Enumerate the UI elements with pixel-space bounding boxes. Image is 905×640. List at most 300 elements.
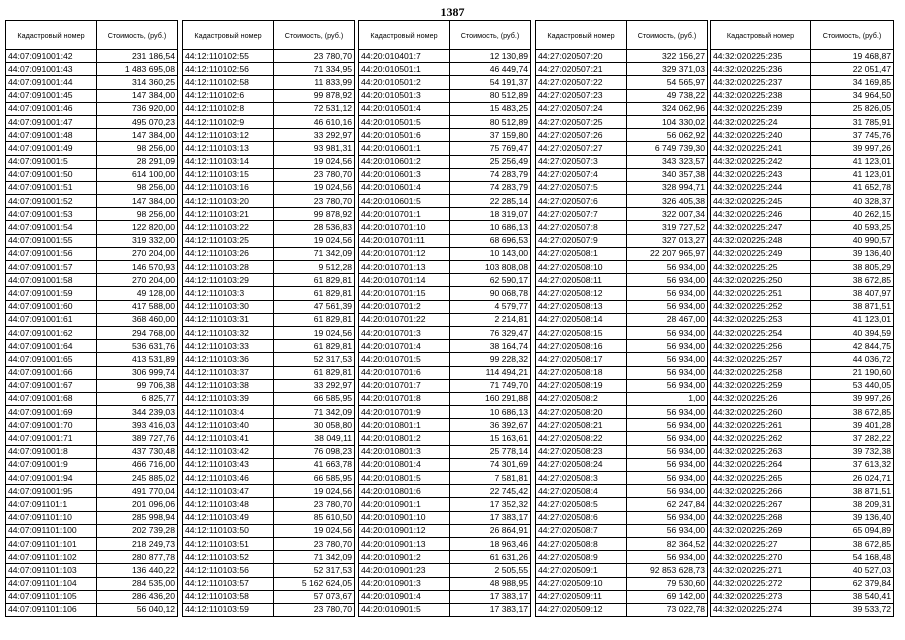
header-cadastral-number: Кадастровый номер (183, 21, 274, 50)
cadastral-number-cell: 44:27:020508:15 (536, 326, 627, 339)
cadastral-number-cell: 44:12:110103:39 (183, 392, 274, 405)
cadastral-number-cell: 44:07:091001:53 (6, 208, 97, 221)
table-row (6, 76, 178, 89)
cost-cell: 389 727,76 (97, 432, 178, 445)
cost-cell: 326 405,38 (627, 195, 708, 208)
cadastral-number-cell: 44:32:020225:25 (711, 261, 811, 274)
cost-cell: 56 934,00 (627, 472, 708, 485)
cadastral-number-cell: 44:07:091001:60 (6, 300, 97, 313)
cadastral-number-cell: 44:12:110103:59 (183, 603, 274, 616)
cadastral-number-cell: 44:12:110103:4 (183, 406, 274, 419)
table-row (6, 261, 178, 274)
table-row (536, 313, 708, 326)
cadastral-number-cell: 44:20:010801:5 (359, 472, 450, 485)
cadastral-number-cell: 44:20:010701:6 (359, 366, 450, 379)
table-row (183, 63, 355, 76)
table-row (536, 300, 708, 313)
cadastral-number-cell: 44:20:010901:10 (359, 511, 450, 524)
cadastral-number-cell: 44:20:010901:1 (359, 498, 450, 511)
cost-cell: 368 460,00 (97, 313, 178, 326)
table-row (359, 195, 531, 208)
cost-cell: 31 785,91 (811, 115, 894, 128)
table-row (536, 472, 708, 485)
cadastral-number-cell: 44:12:110103:52 (183, 551, 274, 564)
table-row (183, 340, 355, 353)
table-header-row (711, 21, 894, 50)
cost-cell: 49 128,00 (97, 287, 178, 300)
table-row (536, 102, 708, 115)
cadastral-number-cell: 44:12:110103:33 (183, 340, 274, 353)
cadastral-number-cell: 44:20:010701:12 (359, 247, 450, 260)
cost-cell: 324 062,96 (627, 102, 708, 115)
table-row (6, 603, 178, 616)
table-row (183, 195, 355, 208)
cost-cell: 5 162 624,05 (274, 577, 355, 590)
table-row (6, 445, 178, 458)
table-row (183, 181, 355, 194)
cost-cell: 122 820,00 (97, 221, 178, 234)
cost-cell: 147 384,00 (97, 129, 178, 142)
cost-cell: 26 024,71 (811, 472, 894, 485)
table-row (6, 274, 178, 287)
table-row (183, 551, 355, 564)
cadastral-number-cell: 44:12:110103:41 (183, 432, 274, 445)
cadastral-number-cell: 44:20:010501:5 (359, 115, 450, 128)
table-row (183, 485, 355, 498)
table-row (359, 577, 531, 590)
cost-cell: 44 036,72 (811, 353, 894, 366)
table-row (359, 537, 531, 550)
cadastral-number-cell: 44:32:020225:253 (711, 313, 811, 326)
cost-cell: 103 808,08 (450, 261, 531, 274)
table-row (711, 537, 894, 550)
cadastral-number-cell: 44:27:020508:21 (536, 419, 627, 432)
cadastral-number-cell: 44:07:091001:67 (6, 379, 97, 392)
table-row (6, 221, 178, 234)
cost-cell: 319 727,52 (627, 221, 708, 234)
cost-cell: 22 051,47 (811, 63, 894, 76)
cadastral-number-cell: 44:32:020225:240 (711, 129, 811, 142)
cost-cell: 53 440,05 (811, 379, 894, 392)
cost-cell: 39 136,40 (811, 511, 894, 524)
cadastral-number-cell: 44:27:020508:8 (536, 537, 627, 550)
table-row (183, 379, 355, 392)
cost-cell: 65 094,89 (811, 524, 894, 537)
table-row (183, 458, 355, 471)
cost-cell: 322 156,27 (627, 50, 708, 63)
cost-cell: 18 963,46 (450, 537, 531, 550)
table-row (359, 511, 531, 524)
cost-cell: 231 186,54 (97, 50, 178, 63)
cost-cell: 38 049,11 (274, 432, 355, 445)
table-row (359, 524, 531, 537)
cost-cell: 25 826,05 (811, 102, 894, 115)
cost-cell: 56 934,00 (627, 445, 708, 458)
cost-cell: 76 098,23 (274, 445, 355, 458)
cost-cell: 41 123,01 (811, 168, 894, 181)
cost-cell: 72 531,12 (274, 102, 355, 115)
table-row (711, 551, 894, 564)
table-header-row (536, 21, 708, 50)
table-row (359, 326, 531, 339)
cadastral-number-cell: 44:20:010701:9 (359, 406, 450, 419)
table-row (359, 89, 531, 102)
cadastral-number-cell: 44:12:110103:14 (183, 155, 274, 168)
table-row (536, 432, 708, 445)
cost-cell: 52 317,53 (274, 353, 355, 366)
page-number: 1387 (440, 5, 465, 19)
table-row (183, 406, 355, 419)
cost-cell: 328 994,71 (627, 181, 708, 194)
cost-cell: 322 007,34 (627, 208, 708, 221)
table-row (6, 208, 178, 221)
table-row (536, 353, 708, 366)
table-row (536, 247, 708, 260)
cadastral-number-cell: 44:12:110103:43 (183, 458, 274, 471)
cadastral-number-cell: 44:27:020508:4 (536, 485, 627, 498)
cost-cell: 22 285,14 (450, 195, 531, 208)
table-row (359, 353, 531, 366)
cost-cell: 40 593,25 (811, 221, 894, 234)
cadastral-number-cell: 44:32:020225:268 (711, 511, 811, 524)
cadastral-number-cell: 44:20:010701:15 (359, 287, 450, 300)
table-row (711, 102, 894, 115)
cost-cell: 4 579,77 (450, 300, 531, 313)
cost-cell: 25 778,14 (450, 445, 531, 458)
table-row (536, 511, 708, 524)
cost-cell: 28 467,00 (627, 313, 708, 326)
table-row (183, 76, 355, 89)
cost-cell: 22 745,42 (450, 485, 531, 498)
table-row (536, 274, 708, 287)
table-row (359, 366, 531, 379)
cadastral-number-cell: 44:12:110103:47 (183, 485, 274, 498)
cost-cell: 99 228,32 (450, 353, 531, 366)
table-row (711, 195, 894, 208)
table-row (183, 590, 355, 603)
cost-cell: 736 920,00 (97, 102, 178, 115)
cost-cell: 56 934,00 (627, 261, 708, 274)
table-row (711, 392, 894, 405)
cost-cell: 56 040,12 (97, 603, 178, 616)
header-cadastral-number: Кадастровый номер (536, 21, 627, 50)
cost-cell: 73 022,78 (627, 603, 708, 616)
table-row (183, 392, 355, 405)
cadastral-number-cell: 44:07:091101:100 (6, 524, 97, 537)
header-cost: Стоимость, (руб.) (811, 21, 894, 50)
cost-cell: 56 934,00 (627, 379, 708, 392)
cadastral-number-cell: 44:07:091001:58 (6, 274, 97, 287)
cadastral-number-cell: 44:32:020225:254 (711, 326, 811, 339)
cost-cell: 34 169,85 (811, 76, 894, 89)
cost-cell: 7 581,81 (450, 472, 531, 485)
cost-cell: 2 505,55 (450, 564, 531, 577)
cost-cell: 37 159,80 (450, 129, 531, 142)
table-row (183, 155, 355, 168)
cadastral-number-cell: 44:12:110103:28 (183, 261, 274, 274)
table-row (6, 498, 178, 511)
cadastral-number-cell: 44:32:020225:244 (711, 181, 811, 194)
table-row (536, 89, 708, 102)
table-row (359, 472, 531, 485)
table-row (6, 102, 178, 115)
cadastral-number-cell: 44:27:020509:12 (536, 603, 627, 616)
cadastral-number-cell: 44:20:010501:6 (359, 129, 450, 142)
cost-cell: 56 934,00 (627, 274, 708, 287)
table-row (359, 208, 531, 221)
cost-cell: 327 013,27 (627, 234, 708, 247)
cadastral-number-cell: 44:07:091001:42 (6, 50, 97, 63)
cadastral-number-cell: 44:32:020225:271 (711, 564, 811, 577)
cost-cell: 90 068,78 (450, 287, 531, 300)
cost-cell: 56 934,00 (627, 353, 708, 366)
cost-cell: 19 024,56 (274, 485, 355, 498)
cost-table-1 (5, 20, 178, 617)
cost-cell: 104 330,02 (627, 115, 708, 128)
table-row (359, 564, 531, 577)
table-row (359, 181, 531, 194)
cadastral-number-cell: 44:27:020508:13 (536, 300, 627, 313)
cadastral-number-cell: 44:32:020225:257 (711, 353, 811, 366)
cadastral-number-cell: 44:12:110103:56 (183, 564, 274, 577)
table-row (711, 432, 894, 445)
cost-cell: 19 468,87 (811, 50, 894, 63)
cadastral-number-cell: 44:20:010601:2 (359, 155, 450, 168)
cost-cell: 71 749,70 (450, 379, 531, 392)
cadastral-number-cell: 44:32:020225:250 (711, 274, 811, 287)
cadastral-number-cell: 44:12:110103:40 (183, 419, 274, 432)
cadastral-number-cell: 44:07:091001:8 (6, 445, 97, 458)
cost-table-4 (535, 20, 708, 617)
cadastral-number-cell: 44:07:091101:101 (6, 537, 97, 550)
table-row (6, 419, 178, 432)
table-row (359, 129, 531, 142)
table-row (536, 63, 708, 76)
table-row (6, 181, 178, 194)
table-row (536, 366, 708, 379)
cost-cell: 495 070,23 (97, 115, 178, 128)
cadastral-number-cell: 44:07:091001:94 (6, 472, 97, 485)
table-row (183, 287, 355, 300)
table-row (6, 326, 178, 339)
cost-cell: 56 934,00 (627, 524, 708, 537)
cadastral-number-cell: 44:32:020225:269 (711, 524, 811, 537)
table-row (536, 458, 708, 471)
cost-cell: 466 716,00 (97, 458, 178, 471)
cost-cell: 92 853 628,73 (627, 564, 708, 577)
table-row (536, 115, 708, 128)
cadastral-number-cell: 44:27:020507:5 (536, 181, 627, 194)
cadastral-number-cell: 44:20:010601:1 (359, 142, 450, 155)
cadastral-number-cell: 44:32:020225:239 (711, 102, 811, 115)
table-row (183, 274, 355, 287)
table-row (359, 432, 531, 445)
cost-cell: 66 585,95 (274, 392, 355, 405)
cadastral-number-cell: 44:27:020507:27 (536, 142, 627, 155)
table-body (6, 50, 178, 617)
cost-cell: 61 829,81 (274, 274, 355, 287)
cadastral-number-cell: 44:12:110103:12 (183, 129, 274, 142)
table-row (359, 392, 531, 405)
cost-cell: 74 283,79 (450, 181, 531, 194)
table-body (536, 50, 708, 617)
table-body (359, 50, 531, 617)
cost-cell: 66 585,95 (274, 472, 355, 485)
cost-cell: 46 449,74 (450, 63, 531, 76)
cost-cell: 10 686,13 (450, 406, 531, 419)
cost-cell: 41 123,01 (811, 155, 894, 168)
table-row (359, 261, 531, 274)
cadastral-number-cell: 44:27:020508:16 (536, 340, 627, 353)
cost-cell: 319 332,00 (97, 234, 178, 247)
table-row (6, 353, 178, 366)
cadastral-number-cell: 44:27:020507:6 (536, 195, 627, 208)
cadastral-number-cell: 44:27:020509:1 (536, 564, 627, 577)
table-row (359, 419, 531, 432)
cost-cell: 40 262,15 (811, 208, 894, 221)
table-row (536, 392, 708, 405)
cost-cell: 38 209,31 (811, 498, 894, 511)
cost-cell: 34 964,50 (811, 89, 894, 102)
cadastral-number-cell: 44:32:020225:263 (711, 445, 811, 458)
cost-cell: 245 885,02 (97, 472, 178, 485)
cadastral-number-cell: 44:20:010901:12 (359, 524, 450, 537)
table-row (711, 458, 894, 471)
table-row (6, 511, 178, 524)
cadastral-number-cell: 44:12:110103:31 (183, 313, 274, 326)
cadastral-number-cell: 44:07:091001:44 (6, 76, 97, 89)
cost-cell: 62 590,17 (450, 274, 531, 287)
cost-cell: 33 292,97 (274, 129, 355, 142)
table-row (183, 353, 355, 366)
cadastral-number-cell: 44:32:020225:237 (711, 76, 811, 89)
cost-cell: 19 024,56 (274, 234, 355, 247)
cadastral-number-cell: 44:27:020508:11 (536, 274, 627, 287)
table-row (183, 326, 355, 339)
table-body (711, 50, 894, 617)
table-row (711, 472, 894, 485)
table-row (536, 129, 708, 142)
cost-cell: 23 780,70 (274, 50, 355, 63)
cadastral-number-cell: 44:07:091001:61 (6, 313, 97, 326)
cost-cell: 75 769,47 (450, 142, 531, 155)
cadastral-number-cell: 44:20:010901:2 (359, 551, 450, 564)
cost-cell: 56 934,00 (627, 287, 708, 300)
cost-cell: 202 739,28 (97, 524, 178, 537)
table-row (359, 287, 531, 300)
table-row (536, 326, 708, 339)
cadastral-number-cell: 44:27:020508:20 (536, 406, 627, 419)
table-row (6, 366, 178, 379)
cadastral-number-cell: 44:12:110103:16 (183, 181, 274, 194)
cost-cell: 37 745,76 (811, 129, 894, 142)
cadastral-number-cell: 44:07:091001:50 (6, 168, 97, 181)
table-row (536, 195, 708, 208)
table-row (536, 221, 708, 234)
cadastral-number-cell: 44:32:020225:252 (711, 300, 811, 313)
table-row (536, 551, 708, 564)
table-row (711, 89, 894, 102)
cost-cell: 30 058,80 (274, 419, 355, 432)
cadastral-number-cell: 44:12:110103:26 (183, 247, 274, 260)
cadastral-number-cell: 44:32:020225:262 (711, 432, 811, 445)
cost-cell: 98 256,00 (97, 181, 178, 194)
cadastral-number-cell: 44:27:020508:18 (536, 366, 627, 379)
cadastral-number-cell: 44:07:091101:105 (6, 590, 97, 603)
cost-cell: 536 631,76 (97, 340, 178, 353)
table-row (711, 313, 894, 326)
cadastral-number-cell: 44:27:020508:17 (536, 353, 627, 366)
cost-cell: 61 631,26 (450, 551, 531, 564)
cost-cell: 491 770,04 (97, 485, 178, 498)
table-row (359, 102, 531, 115)
table-row (359, 603, 531, 616)
cadastral-number-cell: 44:20:010701:7 (359, 379, 450, 392)
cadastral-number-cell: 44:27:020508:2 (536, 392, 627, 405)
cadastral-number-cell: 44:27:020508:5 (536, 498, 627, 511)
cost-cell: 56 934,00 (627, 366, 708, 379)
cost-cell: 17 383,17 (450, 603, 531, 616)
cost-cell: 437 730,48 (97, 445, 178, 458)
table-row (359, 498, 531, 511)
table-row (359, 142, 531, 155)
cost-cell: 54 565,97 (627, 76, 708, 89)
cadastral-number-cell: 44:32:020225:270 (711, 551, 811, 564)
table-row (536, 577, 708, 590)
cost-cell: 201 096,06 (97, 498, 178, 511)
table-row (536, 261, 708, 274)
cadastral-number-cell: 44:20:010701:22 (359, 313, 450, 326)
cadastral-number-cell: 44:12:110103:57 (183, 577, 274, 590)
cost-cell: 28 536,83 (274, 221, 355, 234)
cadastral-number-cell: 44:27:020508:14 (536, 313, 627, 326)
cost-cell: 19 024,56 (274, 524, 355, 537)
cadastral-number-cell: 44:32:020225:272 (711, 577, 811, 590)
cost-cell: 74 283,79 (450, 168, 531, 181)
cadastral-number-cell: 44:32:020225:265 (711, 472, 811, 485)
cadastral-number-cell: 44:07:091001:65 (6, 353, 97, 366)
header-cadastral-number: Кадастровый номер (6, 21, 97, 50)
cost-cell: 56 934,00 (627, 406, 708, 419)
cost-cell: 61 829,81 (274, 366, 355, 379)
cadastral-number-cell: 44:07:091001:52 (6, 195, 97, 208)
table-row (536, 564, 708, 577)
cadastral-number-cell: 44:20:010801:3 (359, 445, 450, 458)
cost-cell: 6 749 739,30 (627, 142, 708, 155)
cadastral-number-cell: 44:20:010701:4 (359, 340, 450, 353)
cadastral-number-cell: 44:12:110103:3 (183, 287, 274, 300)
table-row (6, 50, 178, 63)
cadastral-number-cell: 44:07:091001:9 (6, 458, 97, 471)
table-row (183, 537, 355, 550)
cost-cell: 99 878,92 (274, 208, 355, 221)
cadastral-number-cell: 44:32:020225:242 (711, 155, 811, 168)
cost-cell: 344 239,03 (97, 406, 178, 419)
table-row (6, 577, 178, 590)
table-row (359, 274, 531, 287)
cost-cell: 56 934,00 (627, 340, 708, 353)
cost-cell: 85 610,50 (274, 511, 355, 524)
cadastral-number-cell: 44:20:010801:4 (359, 458, 450, 471)
cadastral-number-cell: 44:32:020225:26 (711, 392, 811, 405)
cadastral-number-cell: 44:32:020225:251 (711, 287, 811, 300)
cadastral-number-cell: 44:32:020225:243 (711, 168, 811, 181)
cadastral-number-cell: 44:12:110103:46 (183, 472, 274, 485)
cost-cell: 39 136,40 (811, 247, 894, 260)
cadastral-number-cell: 44:20:010701:14 (359, 274, 450, 287)
cadastral-number-cell: 44:07:091101:10 (6, 511, 97, 524)
cadastral-number-cell: 44:32:020225:267 (711, 498, 811, 511)
